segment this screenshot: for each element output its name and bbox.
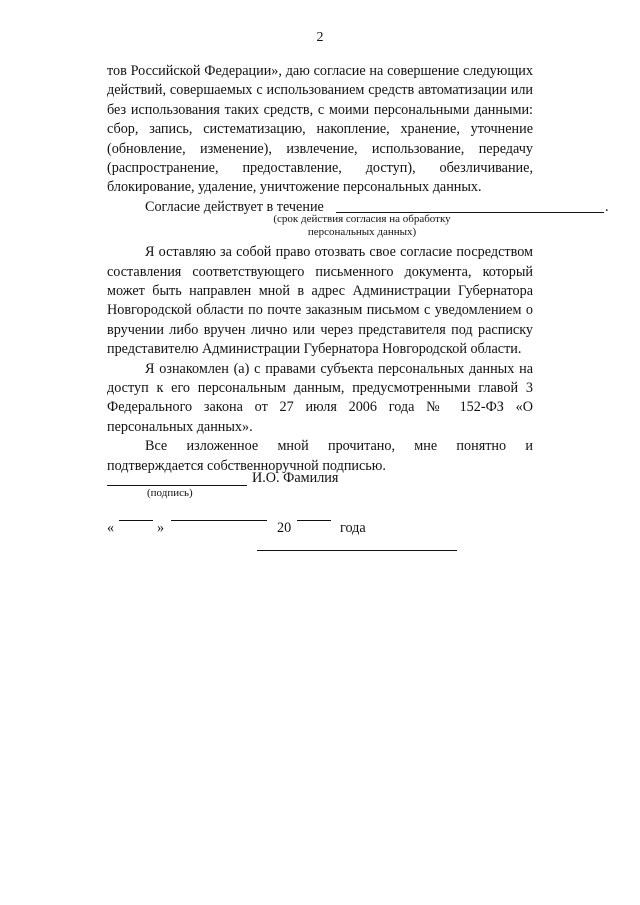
consent-term-label: Согласие действует в течение	[145, 198, 324, 215]
date-year-suffix: года	[340, 520, 366, 536]
date-open-quote: «	[107, 520, 115, 536]
date-day-field	[119, 520, 153, 521]
date-close-quote: »	[157, 520, 165, 536]
signature-caption: (подпись)	[147, 487, 193, 499]
date-month-field	[171, 520, 267, 521]
signer-name: И.О. Фамилия	[252, 470, 339, 486]
date-row	[107, 520, 533, 540]
bottom-rule	[257, 550, 457, 551]
consent-term-caption-line-2: персональных данных)	[307, 226, 417, 238]
paragraph-confirmation: Все изложенное мной прочитано, мне понятно и подтверждается собственноручной подписью.	[107, 438, 533, 474]
consent-term-dot: .	[605, 198, 609, 215]
paragraph-consent-actions: тов Российской Федерации», даю согласие на совершение следующих действий, совершаемых с использованием средств автоматизации или без использования таких средств, с моими персональными данными: сбор, запись, систематизацию, накопление, хранение, уточнение (обновление, изменение), извлечение, использование, передачу (распространение, предоставление, доступ), обезличивание, блокирование, удаление, уничтожение персональных данных.	[107, 63, 533, 196]
document-body	[107, 62, 609, 476]
paragraph-rights: Я ознакомлен (а) с правами субъекта персональных данных на доступ к его персональным данным, предусмотренными главой 3 Федерального закона от 27 июля 2006 года № 152-ФЗ «О персональных данных».	[107, 360, 533, 435]
signature-line	[107, 485, 247, 486]
signature-block	[107, 470, 533, 580]
date-year-field	[297, 520, 331, 521]
paragraph-revocation: Я оставляю за собой право отозвать свое согласие посредством составления соответствующего письменного документа, который может быть направлен мной в адрес Администрации Губернатора Новгородской области по почте заказным письмом с уведомлением о вручении либо вручен лично или через представителя под расписку представителю Администрации Губернатора Новгородской области.	[107, 244, 533, 358]
consent-term-caption-line-1: (срок действия согласия на обработку	[273, 213, 451, 225]
consent-term-caption	[262, 213, 462, 239]
date-year-prefix: 20	[277, 520, 292, 536]
page-number: 2	[316, 30, 324, 45]
